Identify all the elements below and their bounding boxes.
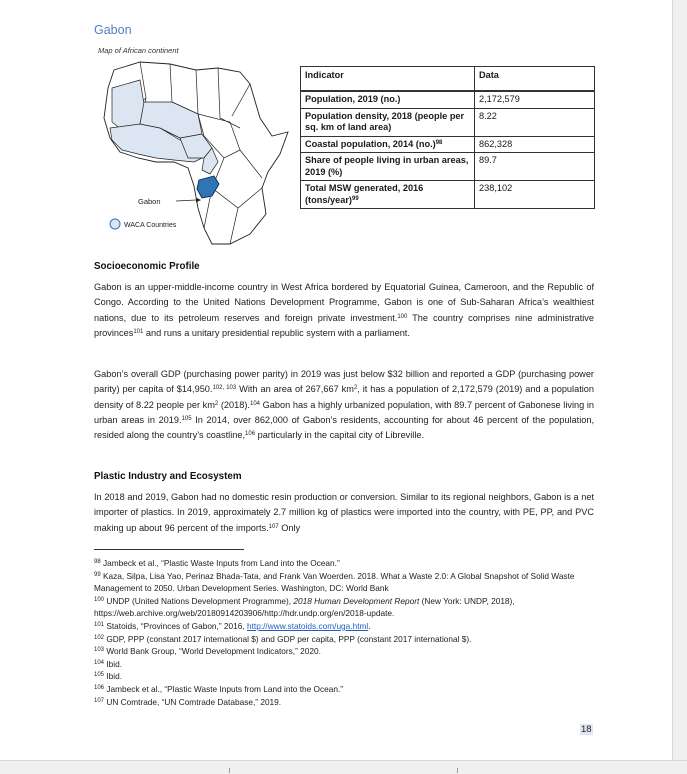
section-heading-socioeconomic: Socioeconomic Profile xyxy=(94,261,200,272)
table-row xyxy=(301,153,595,181)
footnote-ref: 99 xyxy=(351,195,359,202)
row-value: 2,172,579 xyxy=(475,91,595,108)
ruler-tick xyxy=(229,768,230,773)
footnote: $^{105}$ Ibid. xyxy=(94,671,123,682)
table-row xyxy=(301,136,595,153)
row-value: 862,328 xyxy=(475,136,595,153)
footnote: $^{106}$ Jambeck et al., “Plastic Waste Inputs from Land into the Ocean.” xyxy=(94,683,344,694)
footnote: $^{107}$ UN Comtrade, “UN Comtrade Database,” 2019. xyxy=(94,696,282,707)
row-label: Share of people living in urban areas, 2019 (%) xyxy=(305,155,469,177)
footnote: $^{99}$ Kaza, Silpa, Lisa Yao, Perinaz Bhada-Tata, and Frank Van Woerden. 2018. What a Waste 2.0: A Global Snapshot of Solid Waste Management to 2050. Urban Development Series. Washington, DC: World Bank xyxy=(94,570,575,594)
ruler-tick xyxy=(457,768,458,773)
row-label: Total MSW generated, 2016 (tons/year) xyxy=(305,183,424,205)
legend-circle-icon xyxy=(110,219,120,229)
table-header-data: Data xyxy=(475,67,595,92)
footnote-ref: 98 xyxy=(435,139,443,146)
row-label: Population density, 2018 (people per sq. km of land area) xyxy=(305,110,465,132)
table-header-indicator: Indicator xyxy=(301,67,475,92)
footnote-divider xyxy=(94,549,244,550)
paragraph-plastic-1: In 2018 and 2019, Gabon had no domestic resin production or conversion. Similar to its regional neighbors, Gabon is a net importer of plastics. In 2019, approximately 2.7 million kg of plastics were imported into the country, with PE, PP, and PVC making up about 96 percent of the imports.$^{107}$ Only xyxy=(94,492,594,533)
footnote: $^{98}$ Jambeck et al., “Plastic Waste Inputs from Land into the Ocean.” xyxy=(94,558,340,568)
map-country-label: Gabon xyxy=(138,197,161,206)
paragraph-socio-2: Gabon’s overall GDP (purchasing power parity) in 2019 was just below $32 billion and reported a GDP (purchasing power parity) per capita of $14,950.$^{102, 103}$ With an area of 267,667 $km^2$, it has a population of 2,172,579 (2019) and a population density of 8.22 people per $km^2$ (2018).$^{104}$ Gabon has a highly urbanized population, with 89.7 percent of Gabonese living in urban areas in 2019.$^{105}$ In 2014, over 862,000 of Gabon’s residents, accounting for about 46 percent of the population, resided along the country’s coastline,$^{106}$ particularly in the capital city of Libreville. xyxy=(94,369,595,441)
row-label: Population, 2019 (no.) xyxy=(305,94,401,104)
waca-region-mauritania xyxy=(112,80,144,130)
row-value: 8.22 xyxy=(475,108,595,136)
paragraph-socio-1: Gabon is an upper-middle-income country in West Africa bordered by Equatorial Guinea, Cameroon, and the Republic of Congo. According to the United Nations Development Programme, Gabon is one of Sub-Saharan Africa’s wealthiest nations, due to its petroleum reserves and foreign private investment.$^{100}$ The country comprises nine administrative provinces$^{101}$ and runs a unitary presidential republic system with a parliament. xyxy=(94,282,594,338)
footnote: $^{104}$ Ibid. xyxy=(94,658,123,669)
footnote: $^{100}$ UNDP (United Nations Development Programme), 2018 Human Development Report (New York: UNDP, 2018), https://web.archive.org/web/20180914203906/http://hdr.undp.org/en/2018-update. xyxy=(94,595,515,619)
row-value: 89.7 xyxy=(475,153,595,181)
row-label: Coastal population, 2014 (no.) xyxy=(305,138,436,149)
map-caption: Map of African continent xyxy=(98,46,179,55)
page-number: 18 xyxy=(581,724,592,735)
page-title: Gabon xyxy=(94,23,132,37)
statoids-link[interactable]: http://www.statoids.com/uga.html xyxy=(246,620,369,631)
viewer-bottom-gutter xyxy=(0,760,687,774)
table-header-row xyxy=(301,67,595,92)
table-row xyxy=(301,108,595,136)
africa-map xyxy=(100,58,292,246)
footnote: $^{101}$ Statoids, “Provinces of Gabon,” 2016, http://www.statoids.com/uga.html. xyxy=(94,620,371,631)
section-heading-plastic: Plastic Industry and Ecosystem xyxy=(94,471,242,482)
row-value: 238,102 xyxy=(475,181,595,209)
footnote: $^{102}$ GDP, PPP (constant 2017 international $) and GDP per capita, PPP (constant 2017 international $). xyxy=(94,633,472,644)
footnote: $^{103}$ World Bank Group, “World Development Indicators,” 2020. xyxy=(94,646,321,657)
legend-label: WACA Countries xyxy=(124,222,177,229)
table-row xyxy=(301,181,595,209)
footnotes xyxy=(94,557,604,708)
viewer-scroll-gutter xyxy=(672,0,687,773)
indicator-table xyxy=(300,66,595,209)
gabon-pointer xyxy=(176,200,196,201)
table-row xyxy=(301,91,595,108)
